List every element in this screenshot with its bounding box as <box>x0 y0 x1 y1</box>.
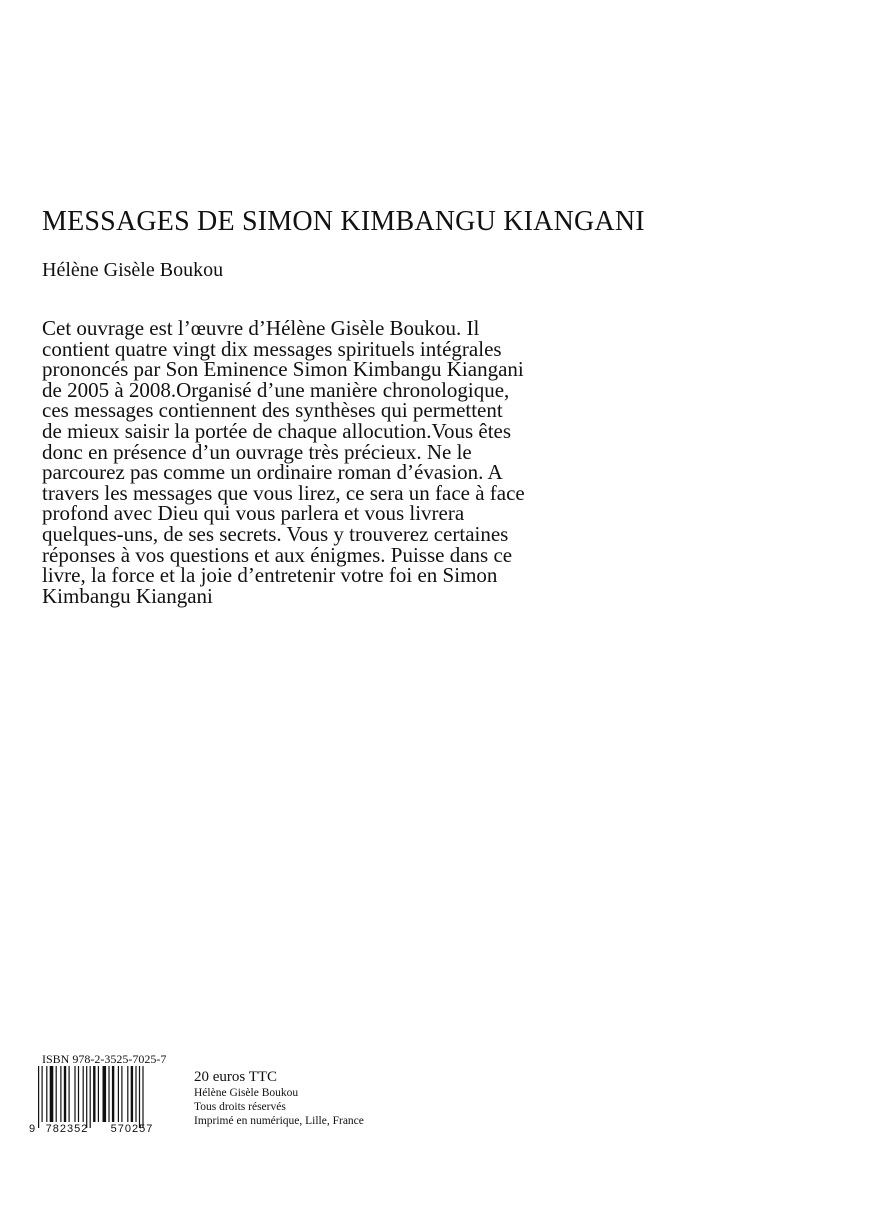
isbn-label: ISBN 978-2-3525-7025-7 <box>42 1052 167 1066</box>
blurb-line: réponses à vos questions et aux énigmes. Puisse dans ce <box>42 542 513 567</box>
barcode-digits-right: 570257 <box>110 1123 154 1134</box>
barcode-bar <box>118 1066 119 1122</box>
blurb-line: donc en présence d’un ouvrage très précieux. Ne le <box>42 439 472 464</box>
barcode-bar <box>98 1066 99 1122</box>
barcode-bar <box>135 1066 136 1122</box>
barcode-bar <box>142 1066 143 1128</box>
blurb-line: de 2005 à 2008.Organisé d’une manière chronologique, <box>42 377 510 402</box>
barcode-bar <box>78 1066 79 1122</box>
imprint-author: Hélène Gisèle Boukou <box>194 1087 299 1099</box>
blurb-line: prononcés par Son Eminence Simon Kimbangu Kiangani <box>42 357 524 382</box>
barcode-bar <box>86 1066 87 1128</box>
isbn-barcode <box>29 1066 174 1134</box>
barcode-bar <box>127 1066 128 1122</box>
barcode-digit-first: 9 <box>29 1123 36 1134</box>
barcode-bar <box>50 1066 54 1122</box>
barcode-bar <box>112 1066 114 1122</box>
blurb-line: de mieux saisir la portée de chaque allocution.Vous êtes <box>42 418 512 443</box>
book-author: Hélène Gisèle Boukou <box>42 259 224 281</box>
barcode-bar <box>83 1066 84 1122</box>
imprint-printed: Imprimé en numérique, Lille, France <box>194 1115 364 1127</box>
blurb-line: travers les messages que vous lirez, ce sera un face à face <box>42 480 525 505</box>
barcode-bar <box>93 1066 95 1122</box>
barcode-bar <box>74 1066 75 1122</box>
blurb-line: Cet ouvrage est l’œuvre d’Hélène Gisèle Boukou. Il <box>42 316 480 340</box>
blurb-line: parcourez pas comme un ordinaire roman d’évasion. A <box>42 460 503 485</box>
barcode-bar <box>103 1066 107 1122</box>
barcode-bar <box>60 1066 61 1122</box>
barcode-bar <box>121 1066 122 1122</box>
barcode-bar <box>139 1066 140 1128</box>
book-title: MESSAGES DE SIMON KIMBANGU KIANGANI <box>42 206 645 237</box>
blurb-line: Kimbangu Kiangani <box>42 583 213 608</box>
barcode-bar <box>131 1066 133 1122</box>
imprint-block <box>194 1069 364 1128</box>
barcode-digits-left: 782352 <box>45 1123 89 1134</box>
imprint-rights: Tous droits réservés <box>194 1101 286 1113</box>
book-blurb <box>42 318 682 606</box>
barcode-bar <box>64 1066 66 1122</box>
barcode-bar <box>38 1066 39 1128</box>
barcode-bar <box>69 1066 70 1122</box>
barcode-bar <box>108 1066 109 1122</box>
barcode-bar <box>90 1066 91 1128</box>
blurb-line: quelques-uns, de ses secrets. Vous y trouverez certaines <box>42 521 509 546</box>
blurb-line: contient quatre vingt dix messages spirituels intégrales <box>42 336 502 361</box>
barcode-bar <box>42 1066 43 1122</box>
price: 20 euros TTC <box>194 1069 278 1085</box>
barcode-bar <box>46 1066 47 1122</box>
barcode-bars <box>38 1066 144 1128</box>
blurb-line: livre, la force et la joie d’entretenir votre foi en Simon <box>42 563 498 588</box>
blurb-line: ces messages contiennent des synthèses qui permettent <box>42 398 503 423</box>
blurb-line: profond avec Dieu qui vous parlera et vous livrera <box>42 501 465 526</box>
barcode-bar <box>56 1066 57 1122</box>
